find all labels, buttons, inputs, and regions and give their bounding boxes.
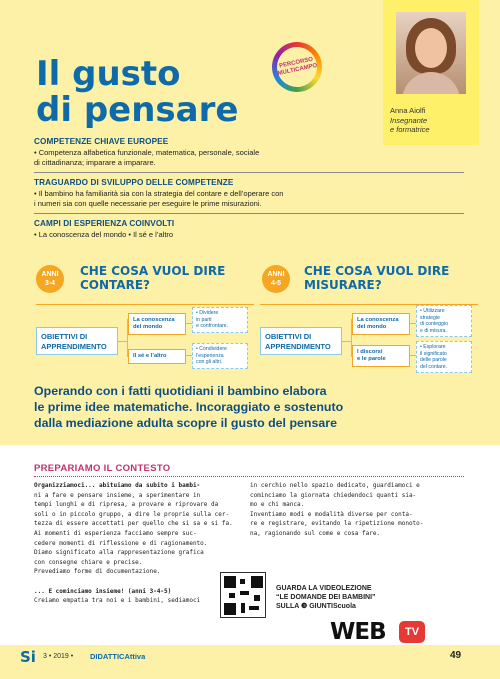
leaf-line: e di misura.	[420, 327, 447, 334]
node-line: del mondo	[357, 324, 387, 330]
video-callout	[276, 584, 376, 611]
body-line: ni a fare e pensare insieme, a sperimentare in	[34, 491, 201, 499]
body-line: soli o in piccolo gruppo, a dire le proprie sulla cer-	[34, 510, 230, 518]
author-photo	[396, 12, 466, 94]
objectives-line: APPRENDIMENTO	[265, 342, 331, 351]
author-role-line-2: e formatrice	[390, 125, 430, 134]
section-line: i numeri sia con quelle necessarie per eseguire le prime misurazioni.	[34, 199, 262, 208]
question-line: CHE COSA VUOL DIRE	[80, 264, 226, 278]
objectives-line: OBIETTIVI DI	[265, 332, 312, 341]
leaf-line: con gli altri.	[196, 359, 223, 365]
objectives-line: OBIETTIVI DI	[41, 332, 88, 341]
body-line: mo e chi manca.	[250, 501, 305, 509]
lead-line: le prime idee matematiche. Incoraggiato e sostenuto	[34, 400, 344, 414]
leaf-line: del contare.	[420, 363, 448, 370]
leaf-line: in parti	[196, 316, 212, 323]
leaf-dividere	[192, 307, 248, 333]
section-line: • Competenza alfabetica funzionale, matematica, personale, sociale	[34, 148, 260, 157]
divider	[34, 172, 464, 173]
footer-magazine: DIDATTICAttiva	[90, 652, 146, 661]
lead-line: Operando con i fatti quotidiani il bambino elabora	[34, 384, 327, 398]
author-card	[383, 0, 479, 145]
web-tv-logo[interactable]: WEB	[330, 619, 386, 645]
age-badge-3-4	[36, 265, 64, 293]
objectives-line: APPRENDIMENTO	[41, 342, 107, 351]
section-text-campi	[34, 230, 464, 240]
video-line: “LE DOMANDE DEI BAMBINI”	[276, 594, 376, 601]
objectives-box	[36, 327, 118, 355]
body-column-2	[250, 481, 465, 539]
leaf-utilizzare	[416, 305, 472, 337]
age-value: 3-4	[44, 280, 56, 287]
body-line: re e registrare, evitando la ripetizione monoto-	[250, 520, 424, 528]
section-text-competenze	[34, 148, 464, 168]
node-line: La conoscenza	[357, 317, 399, 323]
body-line: cominciamo la giornata chiedendoci quanti sia-	[250, 491, 417, 499]
tv-logo-badge: TV	[399, 621, 425, 643]
badge-label: PERCORSO MULTICAMPO	[273, 43, 320, 90]
age-label: ANNI	[41, 271, 59, 278]
footer-issue: 3 • 2019 •	[43, 653, 74, 660]
author-role-line-1: Insegnante	[390, 116, 428, 125]
objectives-box	[260, 327, 342, 355]
question-misurare	[304, 264, 449, 292]
body-line: Ai momenti di esperienza facciamo sempre suc-	[34, 529, 197, 537]
age-label: ANNI	[267, 271, 285, 278]
body-line: cedere momenti di riflessione e di ragionamento.	[34, 539, 208, 547]
body-line: Diamo significato alla rappresentazione grafica	[34, 549, 204, 557]
body-line: Prevediamo forme di documentazione.	[34, 568, 161, 576]
leaf-line: il significato	[420, 350, 447, 357]
divider	[34, 213, 464, 214]
lead-line: dalla mediazione adulta scopre il gusto del pensare	[34, 416, 337, 430]
node-line: La conoscenza	[133, 317, 175, 323]
question-line: MISURARE?	[304, 278, 382, 292]
percorso-badge	[272, 42, 322, 92]
node-line: e le parole	[357, 356, 386, 362]
subsection-rule	[34, 476, 464, 477]
footer-bar	[0, 645, 500, 679]
leaf-condividere	[192, 343, 248, 369]
section-text-traguardo	[34, 189, 464, 209]
body-line: in cerchio nello spazio dedicato, guardiamoci e	[250, 482, 420, 489]
leaf-esplorare	[416, 341, 472, 373]
concept-map-contare	[36, 304, 254, 374]
title-line-1: Il gusto	[36, 54, 181, 94]
author-name: Anna Aiolfi	[390, 106, 426, 115]
leaf-line: • Esplorare	[420, 344, 446, 350]
section-line: • La conoscenza del mondo • Il sé e l’altro	[34, 230, 174, 239]
leaf-line: l’esperienza	[196, 352, 224, 359]
section-line: di cittadinanza; imparare a imparare.	[34, 158, 156, 167]
body-line: Organizziamoci... abituiamo da subito i bambi-	[34, 482, 201, 489]
body-line	[34, 577, 234, 587]
author-role	[390, 116, 474, 134]
page-title	[36, 56, 276, 128]
node-se-altro	[128, 349, 186, 364]
leaf-line: • Dividere	[196, 310, 219, 316]
body-line: con consegne chiare e precise.	[34, 558, 143, 566]
age-value: 4-5	[270, 280, 282, 287]
body-line: na, ragionando sul come e cosa fare.	[250, 529, 381, 537]
body-line: tezza di essere accettati per quello che si sa e si fa.	[34, 520, 233, 528]
age-badge-4-5	[262, 265, 290, 293]
title-line-2: di pensare	[36, 90, 239, 130]
node-line: I discorsi	[357, 349, 383, 355]
leaf-line: strategie	[420, 314, 440, 321]
question-contare	[80, 264, 225, 292]
footer-brand: Si	[20, 648, 36, 666]
node-line: del mondo	[133, 324, 163, 330]
node-line: Il sé e l’altro	[133, 353, 167, 359]
node-conoscenza-mondo	[128, 313, 186, 335]
section-heading-campi: CAMPI DI ESPERIENZA COINVOLTI	[34, 219, 175, 228]
leaf-line: • Condividere	[196, 346, 227, 352]
body-line: ... E cominciamo insieme! (anni 3-4-5)	[34, 587, 172, 595]
leaf-line: • Utilizzare	[420, 308, 445, 314]
section-heading-competenze: COMPETENZE CHIAVE EUROPEE	[34, 137, 169, 146]
video-line: GUARDA LA VIDEOLEZIONE	[276, 585, 372, 592]
question-line: CHE COSA VUOL DIRE	[304, 264, 450, 278]
node-discorsi-parole	[352, 345, 410, 367]
body-line: Creiamo empatia tra noi e i bambini, sediamoci	[34, 597, 201, 605]
question-line: CONTARE?	[80, 278, 150, 292]
leaf-line: delle parole	[420, 357, 447, 363]
leaf-line: e confrontare.	[196, 323, 229, 329]
body-line: Inventiamo modi e modalità diverse per conta-	[250, 510, 413, 518]
lead-paragraph	[34, 383, 474, 431]
page-number: 49	[450, 650, 462, 661]
concept-map-misurare	[260, 304, 478, 374]
subsection-heading: PREPARIAMO IL CONTESTO	[34, 463, 171, 474]
section-line: • Il bambino ha familiarità sia con la strategia del contare e dell’operare con	[34, 189, 284, 198]
section-heading-traguardo: TRAGUARDO DI SVILUPPO DELLE COMPETENZE	[34, 178, 234, 187]
leaf-line: di conteggio	[420, 321, 448, 327]
qr-code[interactable]	[220, 572, 266, 618]
body-column-1	[34, 481, 234, 606]
node-conoscenza-mondo	[352, 313, 410, 335]
body-line: tempi lunghi e di ripresa, a provare e riprovare da	[34, 501, 219, 509]
video-line: SULLA ❸ GIUNTIScuola	[276, 603, 356, 610]
